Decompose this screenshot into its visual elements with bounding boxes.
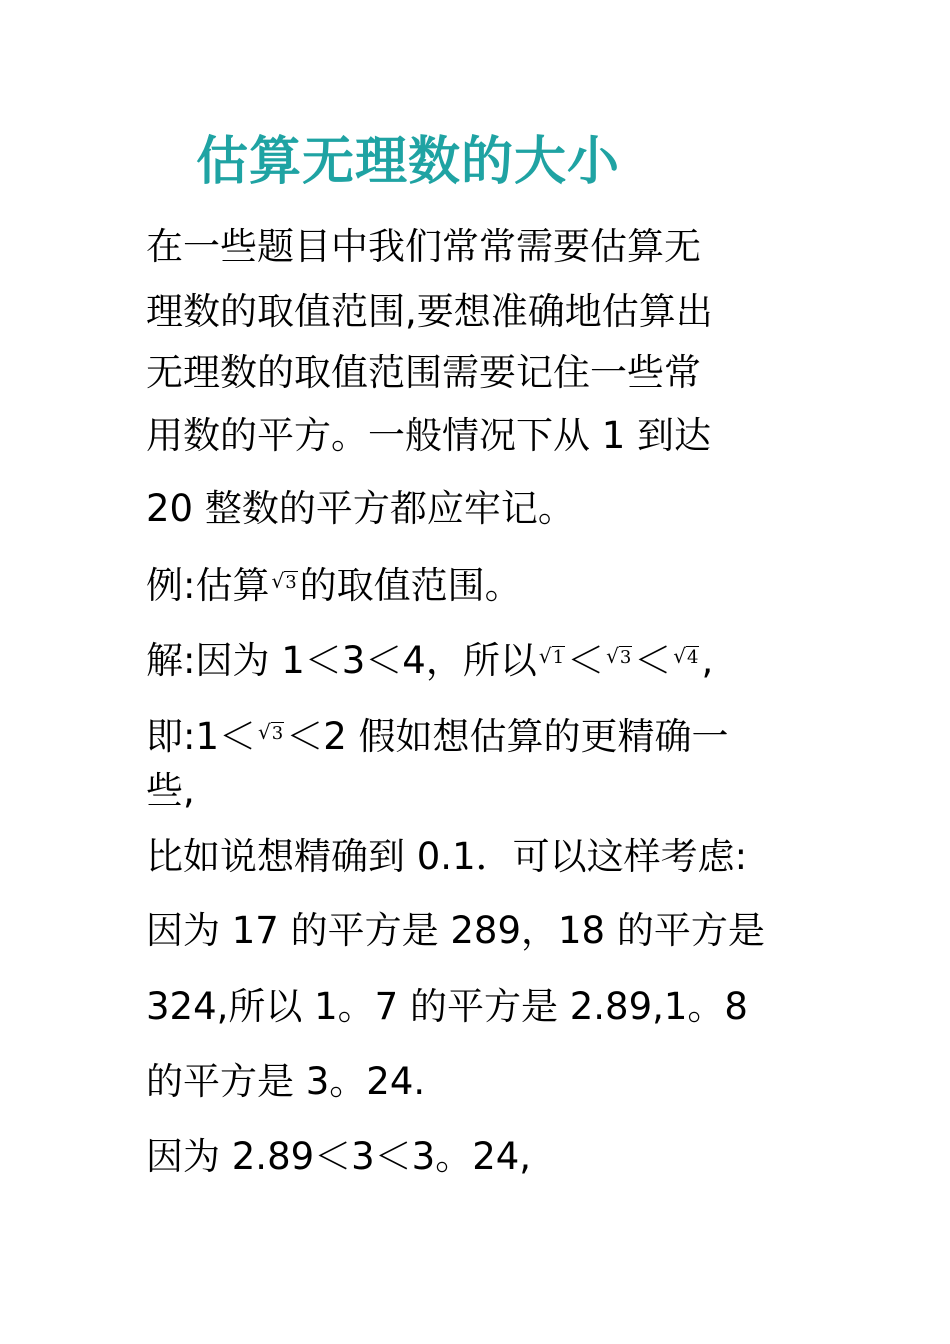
body-line-5: 因为 2.89＜3＜3。24, <box>146 1135 532 1178</box>
intro-line-4: 用数的平方。一般情况下从 1 到达 <box>146 414 712 457</box>
less-than-sign: ＜ <box>634 639 672 682</box>
intro-line-3: 无理数的取值范围需要记住一些常 <box>146 351 701 394</box>
body-line-4: 的平方是 3。24. <box>146 1060 426 1103</box>
sqrt-radicand: 3 <box>285 572 297 593</box>
body-line-2: 因为 17 的平方是 289，18 的平方是 <box>146 909 765 952</box>
sqrt-symbol: √4 <box>673 644 699 668</box>
body-line-3: 324,所以 1。7 的平方是 2.89,1。8 <box>146 985 748 1028</box>
sqrt-radicand: 1 <box>552 647 565 668</box>
body-line-1: 比如说想精确到 0.1．可以这样考虑: <box>146 835 748 878</box>
intro-line-2: 理数的取值范围,要想准确地估算出 <box>146 290 713 333</box>
example-prefix: 例:估算 <box>146 564 270 607</box>
intro-line-1: 在一些题目中我们常常需要估算无 <box>146 225 701 268</box>
sqrt-symbol: √3 <box>606 644 632 668</box>
solution-line-2 <box>146 712 729 762</box>
sqrt-radicand: 4 <box>687 647 699 668</box>
example-line <box>146 561 522 611</box>
less-than-sign: ＜ <box>567 639 605 682</box>
page-title: 估算无理数的大小 <box>196 132 621 192</box>
example-suffix: 的取值范围。 <box>299 564 522 607</box>
solution-line-1 <box>146 636 713 686</box>
solution-prefix: 解:因为 1＜3＜4，所以 <box>146 639 537 682</box>
solution-line-2-prefix: 即:1＜ <box>146 715 257 758</box>
sqrt-symbol: √3 <box>258 720 284 744</box>
sqrt-radicand: 3 <box>271 723 284 744</box>
solution-line-2-suffix: ＜2 假如想估算的更精确一 <box>286 715 729 758</box>
sqrt-radicand: 3 <box>619 647 632 668</box>
intro-line-5: 20 整数的平方都应牢记。 <box>146 487 575 530</box>
solution-line-3: 些, <box>146 769 195 812</box>
sqrt-symbol: √3 <box>271 569 297 593</box>
sqrt-symbol: √1 <box>538 644 565 668</box>
solution-line-1-suffix: , <box>701 639 714 682</box>
